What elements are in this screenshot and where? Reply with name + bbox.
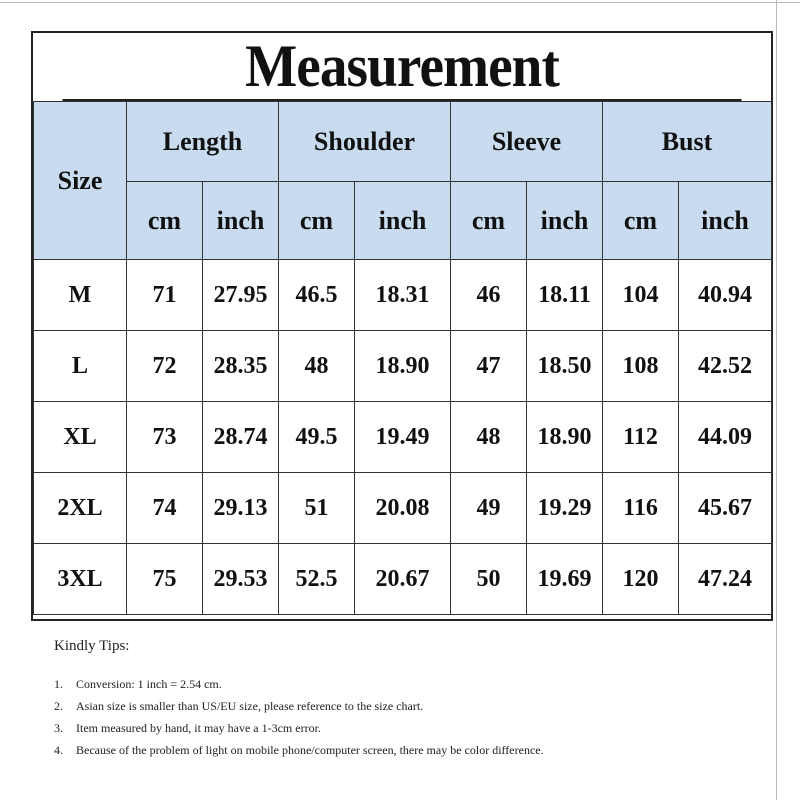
size-cell: L	[34, 331, 127, 402]
list-item	[54, 739, 754, 761]
unit-header: inch	[527, 182, 603, 260]
value-cell: 20.08	[355, 473, 451, 544]
value-cell: 45.67	[679, 473, 772, 544]
size-cell: 2XL	[34, 473, 127, 544]
value-cell: 28.35	[203, 331, 279, 402]
list-item	[54, 673, 754, 695]
value-cell: 108	[603, 331, 679, 402]
value-cell: 49.5	[279, 402, 355, 473]
value-cell: 46	[451, 260, 527, 331]
group-header-bust: Bust	[603, 102, 772, 182]
value-cell: 104	[603, 260, 679, 331]
header-row-groups	[34, 102, 772, 182]
value-cell: 19.29	[527, 473, 603, 544]
size-table	[33, 101, 772, 615]
tip-number: 4.	[54, 743, 63, 757]
unit-header: cm	[451, 182, 527, 260]
chart-title: Measurement	[63, 33, 742, 101]
value-cell: 47.24	[679, 544, 772, 615]
unit-header: cm	[279, 182, 355, 260]
value-cell: 29.53	[203, 544, 279, 615]
tip-text: Because of the problem of light on mobile phone/computer screen, there may be color difference.	[76, 743, 544, 757]
value-cell: 29.13	[203, 473, 279, 544]
unit-header: inch	[355, 182, 451, 260]
tip-text: Item measured by hand, it may have a 1-3cm error.	[76, 721, 321, 735]
value-cell: 20.67	[355, 544, 451, 615]
tip-text: Conversion: 1 inch = 2.54 cm.	[76, 677, 222, 691]
unit-header: cm	[127, 182, 203, 260]
value-cell: 18.11	[527, 260, 603, 331]
unit-header: inch	[203, 182, 279, 260]
value-cell: 18.50	[527, 331, 603, 402]
value-cell: 72	[127, 331, 203, 402]
value-cell: 48	[279, 331, 355, 402]
tip-number: 3.	[54, 721, 63, 735]
value-cell: 50	[451, 544, 527, 615]
value-cell: 28.74	[203, 402, 279, 473]
value-cell: 18.90	[355, 331, 451, 402]
value-cell: 48	[451, 402, 527, 473]
value-cell: 19.69	[527, 544, 603, 615]
table-row	[34, 473, 772, 544]
value-cell: 42.52	[679, 331, 772, 402]
group-header-length: Length	[127, 102, 279, 182]
size-header: Size	[34, 102, 127, 260]
value-cell: 116	[603, 473, 679, 544]
value-cell: 120	[603, 544, 679, 615]
table-row	[34, 331, 772, 402]
tips-title: Kindly Tips:	[54, 638, 130, 654]
tip-number: 1.	[54, 677, 63, 691]
size-cell: 3XL	[34, 544, 127, 615]
value-cell: 40.94	[679, 260, 772, 331]
size-cell: M	[34, 260, 127, 331]
value-cell: 52.5	[279, 544, 355, 615]
unit-header: cm	[603, 182, 679, 260]
value-cell: 74	[127, 473, 203, 544]
value-cell: 75	[127, 544, 203, 615]
group-header-sleeve: Sleeve	[451, 102, 603, 182]
value-cell: 71	[127, 260, 203, 331]
value-cell: 18.90	[527, 402, 603, 473]
top-border-line	[0, 2, 800, 3]
kindly-tips	[54, 638, 754, 761]
right-border-line	[776, 0, 777, 800]
tip-number: 2.	[54, 699, 63, 713]
list-item	[54, 717, 754, 739]
unit-header: inch	[679, 182, 772, 260]
list-item	[54, 695, 754, 717]
value-cell: 112	[603, 402, 679, 473]
header-row-units	[34, 182, 772, 260]
table-row	[34, 402, 772, 473]
value-cell: 19.49	[355, 402, 451, 473]
table-row	[34, 544, 772, 615]
value-cell: 49	[451, 473, 527, 544]
size-chart-sheet	[31, 31, 773, 621]
group-header-shoulder: Shoulder	[279, 102, 451, 182]
value-cell: 73	[127, 402, 203, 473]
tip-text: Asian size is smaller than US/EU size, please reference to the size chart.	[76, 699, 424, 713]
value-cell: 47	[451, 331, 527, 402]
value-cell: 44.09	[679, 402, 772, 473]
table-row	[34, 260, 772, 331]
value-cell: 18.31	[355, 260, 451, 331]
tips-list	[54, 673, 754, 761]
value-cell: 27.95	[203, 260, 279, 331]
value-cell: 51	[279, 473, 355, 544]
size-cell: XL	[34, 402, 127, 473]
value-cell: 46.5	[279, 260, 355, 331]
